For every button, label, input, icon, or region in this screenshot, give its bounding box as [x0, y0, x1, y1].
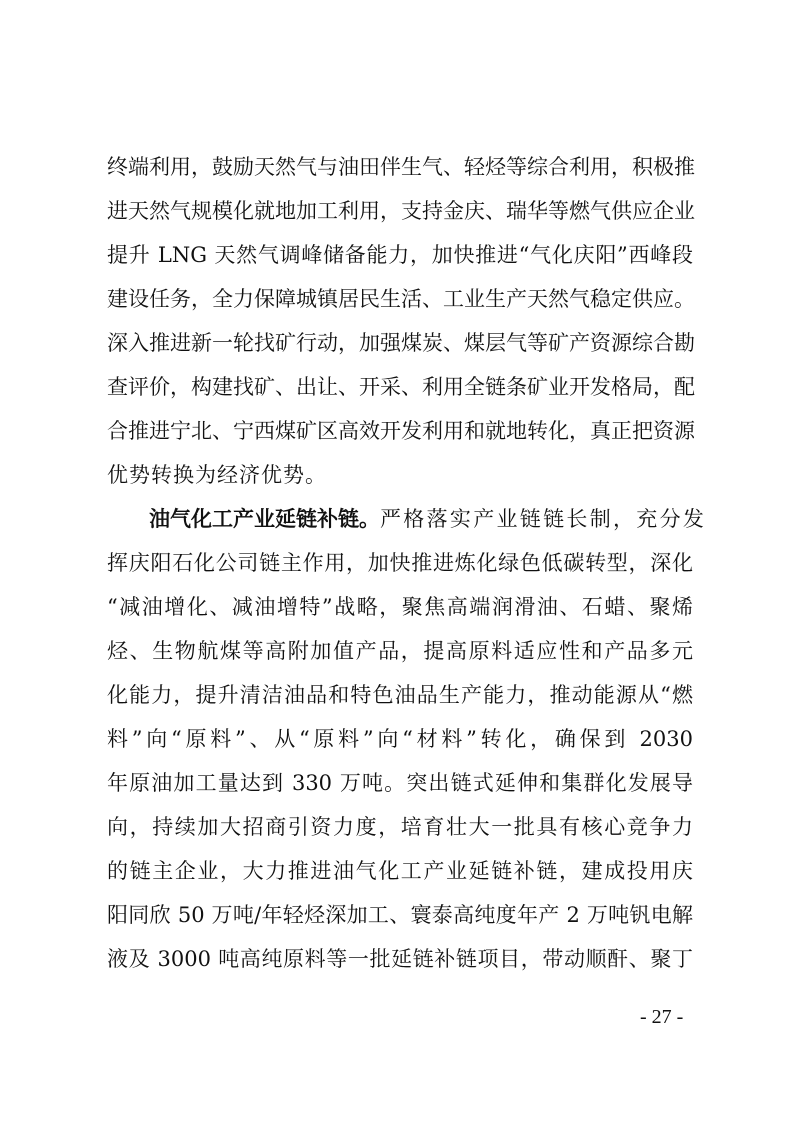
text-line: [149, 504, 707, 534]
text-line: “减油增化、减油增特”战略，聚焦高端润滑油、石蜡、聚烯: [107, 595, 693, 619]
page-number: - 27 -: [640, 1006, 684, 1028]
text-line: 查评价，构建找矿、出让、开采、利用全链条矿业开发格局，配: [107, 375, 695, 399]
text-line: 的链主企业，大力推进油气化工产业延链补链，建成投用庆: [107, 859, 693, 883]
text-line: 向，持续加大招商引资力度，培育壮大一批具有核心竞争力: [107, 815, 693, 839]
text-line: 终端利用，鼓励天然气与油田伴生气、轻烃等综合利用，积极推: [107, 155, 695, 179]
section-heading: 油气化工产业延链补链。: [149, 507, 380, 531]
text-line: 深入推进新一轮找矿行动，加强煤炭、煤层气等矿产资源综合勘: [107, 331, 695, 355]
text-line: 提升 LNG 天然气调峰储备能力，加快推进“气化庆阳”西峰段: [107, 243, 693, 267]
text-line: 液及 3000 吨高纯原料等一批延链补链项目，带动顺酐、聚丁: [107, 947, 693, 971]
text-line: 挥庆阳石化公司链主作用，加快推进炼化绿色低碳转型，深化: [107, 551, 693, 575]
text-line: 建设任务，全力保障城镇居民生活、工业生产天然气稳定供应。: [107, 287, 695, 311]
text-line: 年原油加工量达到 330 万吨。突出链式延伸和集群化发展导: [107, 771, 693, 795]
text-line: 进天然气规模化就地加工利用，支持金庆、瑞华等燃气供应企业: [107, 199, 695, 223]
text-line: 合推进宁北、宁西煤矿区高效开发利用和就地转化，真正把资源: [107, 419, 695, 443]
text-line: 化能力，提升清洁油品和特色油品生产能力，推动能源从“燃: [107, 683, 693, 707]
text-line: 料”向“原料”、从“原料”向“材料”转化，确保到 2030: [107, 727, 693, 751]
text-line: 优势转换为经济优势。: [107, 463, 327, 487]
text-line: 烃、生物航煤等高附加值产品，提高原料适应性和产品多元: [107, 639, 693, 663]
text-line-rest: 严格落实产业链链长制，充分发: [380, 507, 707, 531]
text-line: 阳同欣 50 万吨/年轻烃深加工、寰泰高纯度年产 2 万吨钒电解: [107, 903, 693, 927]
